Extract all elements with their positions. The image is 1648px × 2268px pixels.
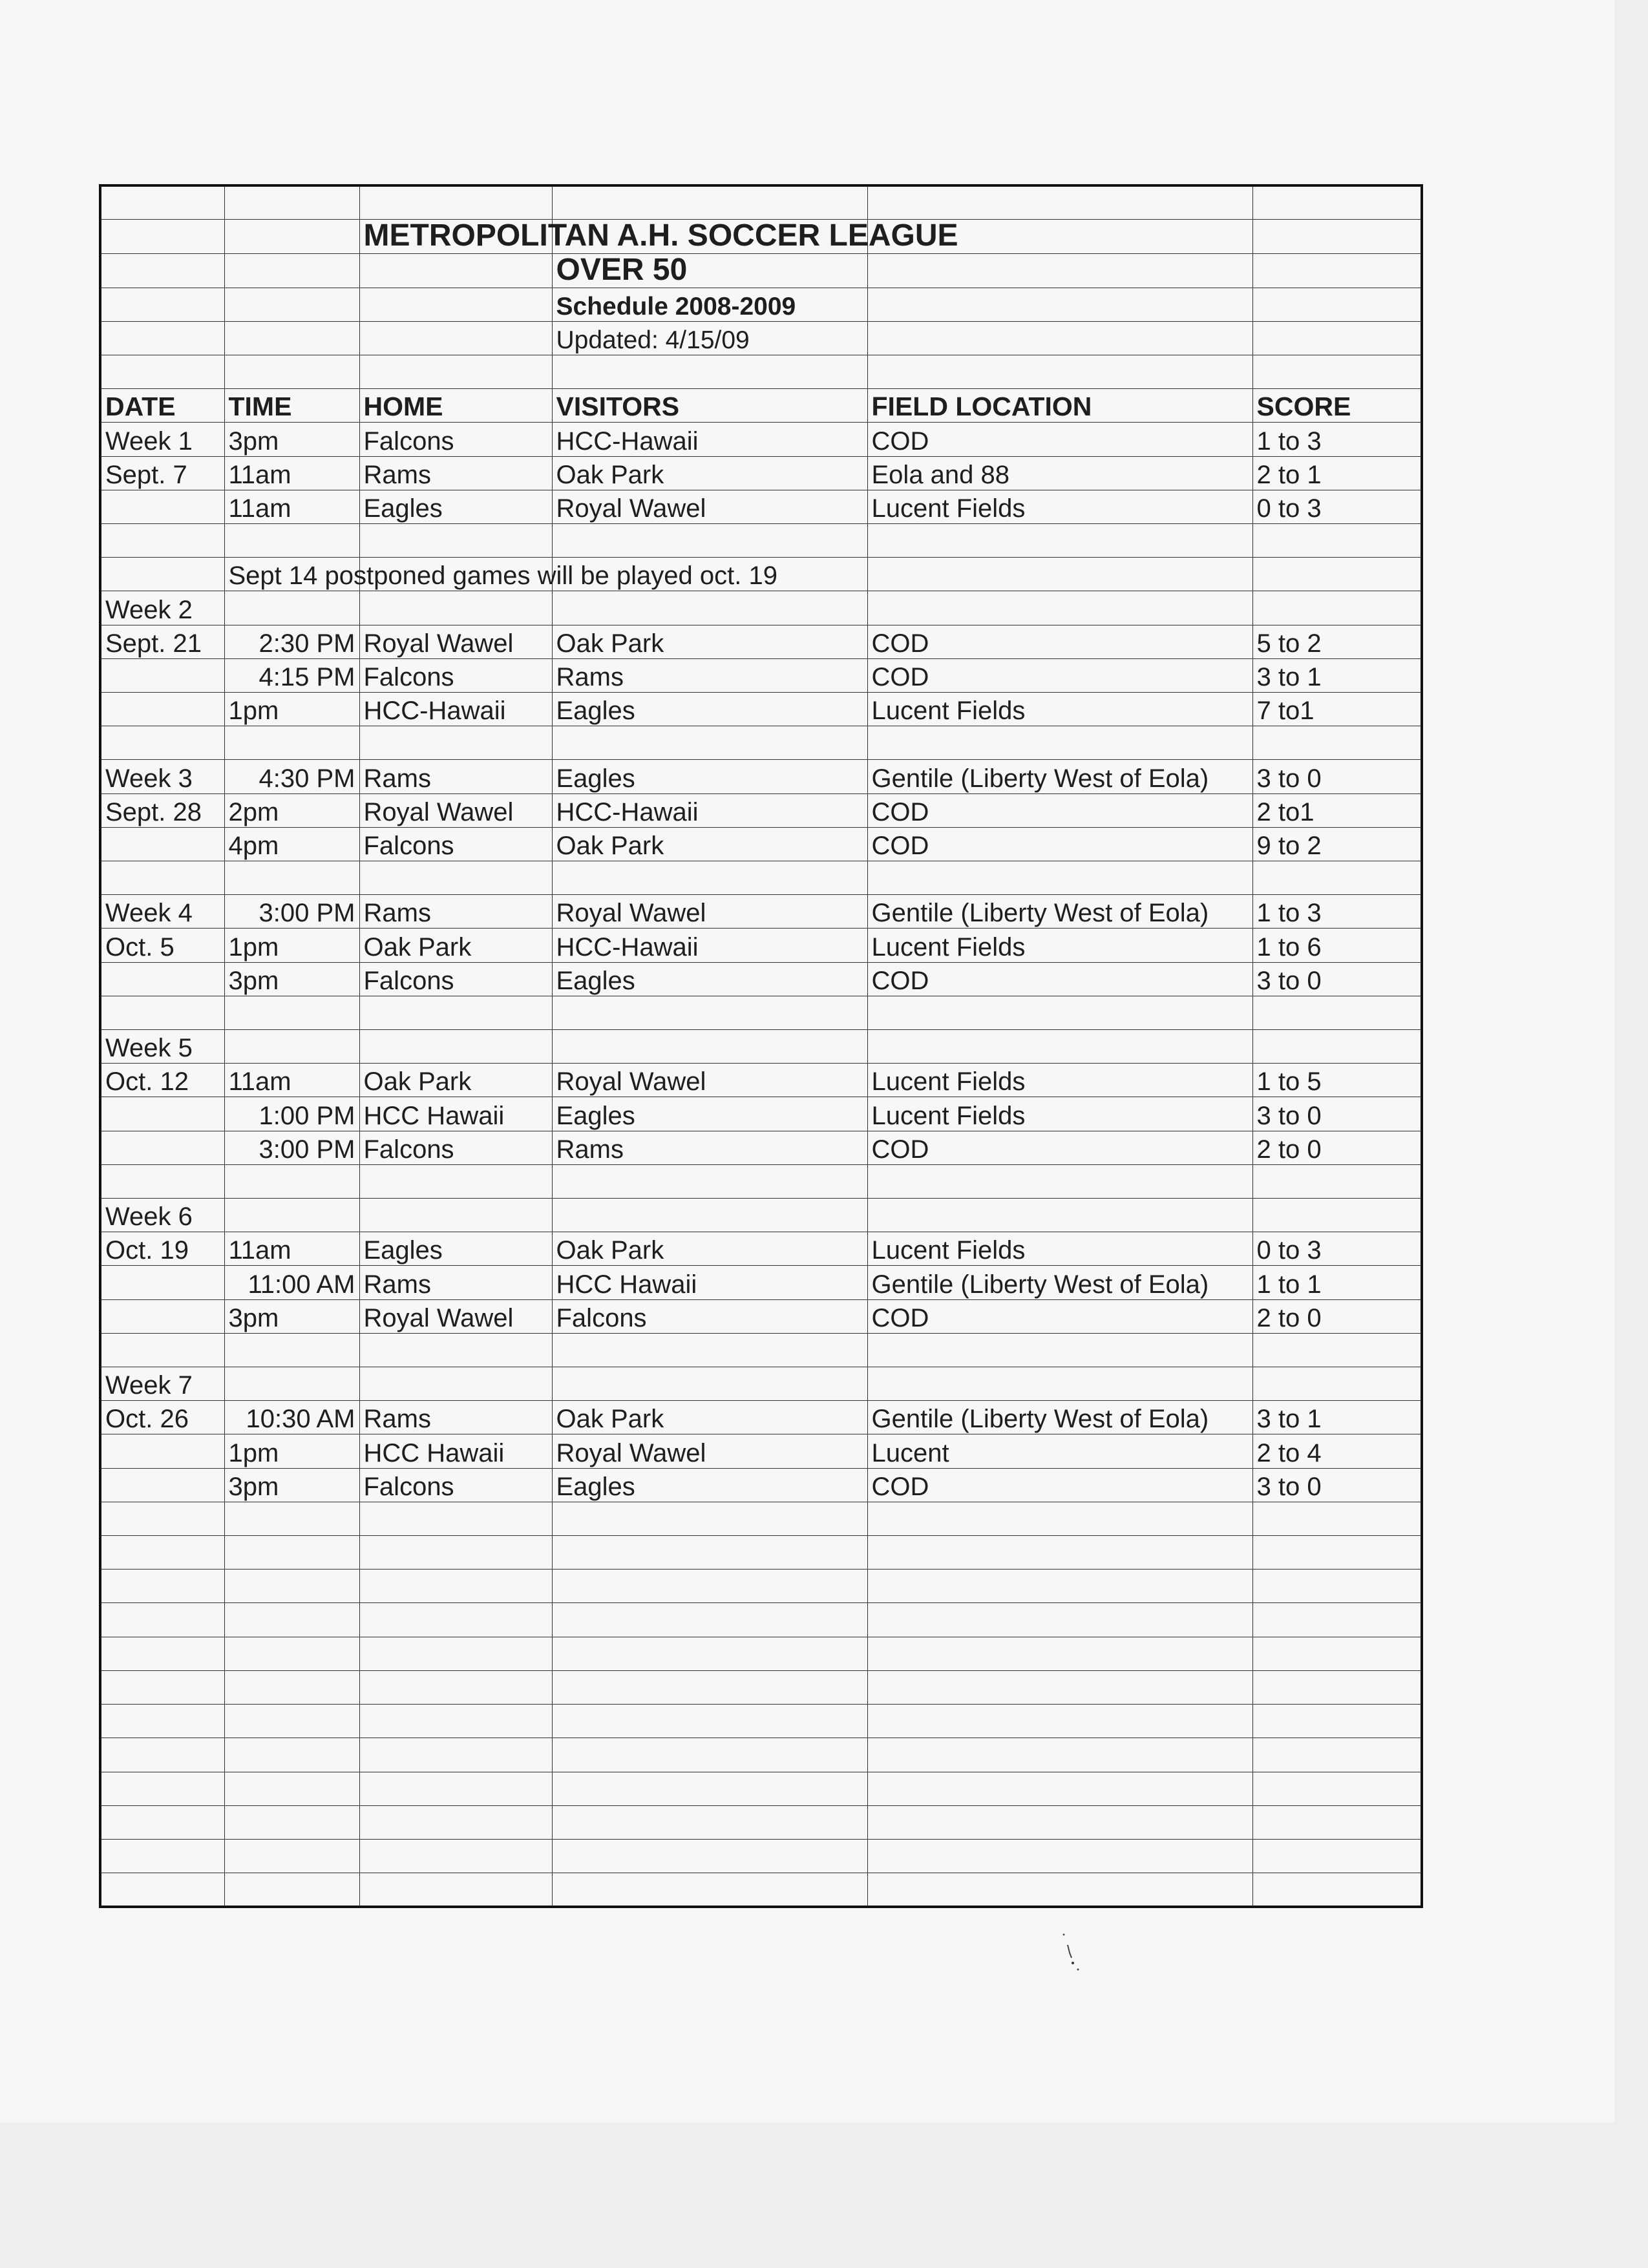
home-cell: Oak Park — [359, 929, 552, 962]
field-cell: COD — [867, 1468, 1252, 1502]
visitors-cell: Royal Wawel — [552, 895, 867, 929]
home-cell: Eagles — [359, 490, 552, 523]
blank-row — [100, 1839, 1422, 1873]
score-cell: 1 to 6 — [1252, 929, 1422, 962]
field-cell: Lucent Fields — [867, 693, 1252, 726]
table-row — [100, 793, 1422, 827]
date-cell — [100, 1097, 224, 1131]
visitors-cell: HCC-Hawaii — [552, 929, 867, 962]
date-cell — [100, 827, 224, 861]
table-row — [100, 929, 1422, 962]
home-cell: Falcons — [359, 658, 552, 692]
blank-row — [100, 185, 1422, 219]
division-row — [100, 253, 1422, 288]
scan-border-bottom — [0, 2123, 1648, 2268]
home-cell: Falcons — [359, 827, 552, 861]
time-cell: 3pm — [224, 1299, 359, 1333]
time-cell: 11am — [224, 490, 359, 523]
home-cell: HCC Hawaii — [359, 1434, 552, 1468]
score-cell: 3 to 0 — [1252, 1468, 1422, 1502]
score-cell: 1 to 3 — [1252, 895, 1422, 929]
field-cell: COD — [867, 1131, 1252, 1164]
table-row — [100, 1131, 1422, 1164]
visitors-cell: Oak Park — [552, 1401, 867, 1434]
score-cell — [1252, 1030, 1422, 1064]
home-cell: Royal Wawel — [359, 1299, 552, 1333]
blank-row — [100, 1805, 1422, 1839]
time-cell — [224, 591, 359, 625]
score-cell: 1 to 5 — [1252, 1064, 1422, 1097]
time-cell: 3:00 PM — [224, 895, 359, 929]
date-cell — [100, 1468, 224, 1502]
home-cell: Rams — [359, 760, 552, 793]
home-cell: Rams — [359, 895, 552, 929]
score-cell: 7 to1 — [1252, 693, 1422, 726]
blank-row — [100, 1603, 1422, 1637]
field-cell: Gentile (Liberty West of Eola) — [867, 1266, 1252, 1299]
column-header-visitors: VISITORS — [552, 389, 867, 423]
field-cell — [867, 1199, 1252, 1232]
column-header-home: HOME — [359, 389, 552, 423]
time-cell: 11am — [224, 1232, 359, 1266]
home-cell: Falcons — [359, 962, 552, 996]
home-cell — [359, 1199, 552, 1232]
time-cell: 1:00 PM — [224, 1097, 359, 1131]
date-cell: Week 6 — [100, 1199, 224, 1232]
time-cell — [224, 1367, 359, 1401]
home-cell: Royal Wawel — [359, 625, 552, 658]
date-cell — [100, 1434, 224, 1468]
table-row — [100, 1367, 1422, 1401]
score-cell: 0 to 3 — [1252, 1232, 1422, 1266]
blank-row — [100, 1637, 1422, 1670]
score-cell: 0 to 3 — [1252, 490, 1422, 523]
field-cell: Lucent Fields — [867, 1097, 1252, 1131]
blank-row — [100, 1873, 1422, 1907]
score-cell: 2 to 0 — [1252, 1131, 1422, 1164]
table-row — [100, 1064, 1422, 1097]
table-row — [100, 1199, 1422, 1232]
home-cell: Oak Park — [359, 1064, 552, 1097]
date-cell: Week 2 — [100, 591, 224, 625]
score-cell: 1 to 1 — [1252, 1266, 1422, 1299]
time-cell: 3pm — [224, 423, 359, 456]
updated-row — [100, 321, 1422, 355]
date-cell: Oct. 19 — [100, 1232, 224, 1266]
date-cell: Week 4 — [100, 895, 224, 929]
date-cell — [100, 693, 224, 726]
date-cell: Week 5 — [100, 1030, 224, 1064]
visitors-cell — [552, 591, 867, 625]
blank-row — [100, 355, 1422, 388]
time-cell: 3pm — [224, 962, 359, 996]
home-cell: Royal Wawel — [359, 793, 552, 827]
table-row — [100, 693, 1422, 726]
date-cell: Week 7 — [100, 1367, 224, 1401]
blank-row — [100, 1705, 1422, 1738]
field-cell: Gentile (Liberty West of Eola) — [867, 760, 1252, 793]
time-cell: 1pm — [224, 1434, 359, 1468]
score-cell: 2 to 0 — [1252, 1299, 1422, 1333]
time-cell: 3:00 PM — [224, 1131, 359, 1164]
blank-row — [100, 861, 1422, 895]
home-cell: Falcons — [359, 1131, 552, 1164]
time-cell: 1pm — [224, 693, 359, 726]
date-cell — [100, 658, 224, 692]
table-row — [100, 1030, 1422, 1064]
score-cell: 9 to 2 — [1252, 827, 1422, 861]
field-cell: COD — [867, 423, 1252, 456]
date-cell: Sept. 28 — [100, 793, 224, 827]
field-cell: COD — [867, 658, 1252, 692]
date-cell: Week 1 — [100, 423, 224, 456]
visitors-cell: Royal Wawel — [552, 490, 867, 523]
visitors-cell: Eagles — [552, 693, 867, 726]
table-row — [100, 1232, 1422, 1266]
visitors-cell: Oak Park — [552, 625, 867, 658]
field-cell: Lucent Fields — [867, 490, 1252, 523]
table-row — [100, 1401, 1422, 1434]
time-cell — [224, 1199, 359, 1232]
time-cell: 4pm — [224, 827, 359, 861]
table-row — [100, 591, 1422, 625]
date-cell: Sept. 7 — [100, 456, 224, 490]
table-row — [100, 456, 1422, 490]
date-cell: Oct. 26 — [100, 1401, 224, 1434]
table-row — [100, 962, 1422, 996]
date-cell — [100, 1299, 224, 1333]
column-header-date: DATE — [100, 389, 224, 423]
column-header-field: FIELD LOCATION — [867, 389, 1252, 423]
field-cell: Lucent Fields — [867, 1064, 1252, 1097]
score-cell: 3 to 0 — [1252, 1097, 1422, 1131]
division-label: OVER 50 — [552, 253, 867, 288]
field-cell: COD — [867, 793, 1252, 827]
visitors-cell: HCC-Hawaii — [552, 793, 867, 827]
blank-row — [100, 1333, 1422, 1367]
score-cell: 3 to 0 — [1252, 962, 1422, 996]
table-row — [100, 1299, 1422, 1333]
table-row — [100, 423, 1422, 456]
home-cell — [359, 591, 552, 625]
visitors-cell: Rams — [552, 1131, 867, 1164]
score-cell — [1252, 591, 1422, 625]
visitors-cell: Falcons — [552, 1299, 867, 1333]
visitors-cell — [552, 1367, 867, 1401]
visitors-cell — [552, 1199, 867, 1232]
field-cell — [867, 591, 1252, 625]
time-cell: 11am — [224, 456, 359, 490]
table-row — [100, 1266, 1422, 1299]
visitors-cell: Eagles — [552, 760, 867, 793]
scan-border-right — [1614, 0, 1648, 2268]
updated-label: Updated: 4/15/09 — [552, 321, 867, 355]
table-row — [100, 625, 1422, 658]
home-cell: Falcons — [359, 423, 552, 456]
blank-row — [100, 1164, 1422, 1198]
home-cell: Falcons — [359, 1468, 552, 1502]
blank-row — [100, 1502, 1422, 1535]
visitors-cell: Eagles — [552, 1468, 867, 1502]
column-header-score: SCORE — [1252, 389, 1422, 423]
score-cell: 3 to 0 — [1252, 760, 1422, 793]
scan-specks — [1060, 1932, 1086, 1977]
field-cell: Eola and 88 — [867, 456, 1252, 490]
table-row — [100, 760, 1422, 793]
field-cell: COD — [867, 1299, 1252, 1333]
visitors-cell: Royal Wawel — [552, 1064, 867, 1097]
table-row — [100, 1097, 1422, 1131]
time-cell — [224, 1030, 359, 1064]
table-row — [100, 895, 1422, 929]
score-cell: 2 to1 — [1252, 793, 1422, 827]
blank-row — [100, 1670, 1422, 1704]
blank-row — [100, 1772, 1422, 1805]
score-cell: 3 to 1 — [1252, 1401, 1422, 1434]
blank-row — [100, 523, 1422, 557]
visitors-cell: Oak Park — [552, 1232, 867, 1266]
field-cell — [867, 1367, 1252, 1401]
title-row — [100, 219, 1422, 253]
score-cell: 5 to 2 — [1252, 625, 1422, 658]
table-row — [100, 1434, 1422, 1468]
home-cell: HCC-Hawaii — [359, 693, 552, 726]
visitors-cell: Rams — [552, 658, 867, 692]
field-cell: COD — [867, 827, 1252, 861]
field-cell: COD — [867, 962, 1252, 996]
score-cell: 2 to 4 — [1252, 1434, 1422, 1468]
field-cell: Lucent Fields — [867, 1232, 1252, 1266]
table-row — [100, 827, 1422, 861]
date-cell — [100, 1131, 224, 1164]
score-cell: 2 to 1 — [1252, 456, 1422, 490]
score-cell: 1 to 3 — [1252, 423, 1422, 456]
time-cell: 1pm — [224, 929, 359, 962]
blank-row — [100, 1536, 1422, 1570]
date-cell: Oct. 5 — [100, 929, 224, 962]
date-cell — [100, 490, 224, 523]
table-row — [100, 490, 1422, 523]
column-header-row — [100, 389, 1422, 423]
visitors-cell: HCC Hawaii — [552, 1266, 867, 1299]
home-cell — [359, 1030, 552, 1064]
note-row — [100, 558, 1422, 591]
field-cell: COD — [867, 625, 1252, 658]
visitors-cell: Oak Park — [552, 827, 867, 861]
visitors-cell: Eagles — [552, 962, 867, 996]
date-cell: Sept. 21 — [100, 625, 224, 658]
field-cell: Gentile (Liberty West of Eola) — [867, 1401, 1252, 1434]
visitors-cell — [552, 1030, 867, 1064]
date-cell — [100, 962, 224, 996]
blank-row — [100, 1738, 1422, 1772]
score-cell — [1252, 1199, 1422, 1232]
field-cell: Lucent — [867, 1434, 1252, 1468]
time-cell: 4:30 PM — [224, 760, 359, 793]
blank-row — [100, 996, 1422, 1029]
home-cell: Rams — [359, 456, 552, 490]
visitors-cell: HCC-Hawaii — [552, 423, 867, 456]
time-cell: 10:30 AM — [224, 1401, 359, 1434]
schedule-row — [100, 288, 1422, 321]
date-cell: Week 3 — [100, 760, 224, 793]
field-cell: Gentile (Liberty West of Eola) — [867, 895, 1252, 929]
home-cell: Rams — [359, 1266, 552, 1299]
visitors-cell: Royal Wawel — [552, 1434, 867, 1468]
home-cell: HCC Hawaii — [359, 1097, 552, 1131]
visitors-cell: Eagles — [552, 1097, 867, 1131]
time-cell: 4:15 PM — [224, 658, 359, 692]
home-cell — [359, 1367, 552, 1401]
date-cell — [100, 1266, 224, 1299]
time-cell: 2pm — [224, 793, 359, 827]
home-cell: Rams — [359, 1401, 552, 1434]
score-cell — [1252, 1367, 1422, 1401]
time-cell: 11am — [224, 1064, 359, 1097]
date-cell: Oct. 12 — [100, 1064, 224, 1097]
field-cell — [867, 1030, 1252, 1064]
postponed-note: Sept 14 postponed games will be played oct. 19 — [224, 558, 359, 591]
score-cell: 3 to 1 — [1252, 658, 1422, 692]
blank-row — [100, 726, 1422, 760]
column-header-time: TIME — [224, 389, 359, 423]
blank-row — [100, 1570, 1422, 1603]
home-cell: Eagles — [359, 1232, 552, 1266]
time-cell: 2:30 PM — [224, 625, 359, 658]
league-title: METROPOLITAN A.H. SOCCER LEAGUE — [359, 219, 552, 253]
table-row — [100, 658, 1422, 692]
time-cell: 3pm — [224, 1468, 359, 1502]
schedule-label: Schedule 2008-2009 — [552, 288, 867, 321]
field-cell: Lucent Fields — [867, 929, 1252, 962]
schedule-table — [99, 184, 1423, 1908]
visitors-cell: Oak Park — [552, 456, 867, 490]
time-cell: 11:00 AM — [224, 1266, 359, 1299]
table-row — [100, 1468, 1422, 1502]
